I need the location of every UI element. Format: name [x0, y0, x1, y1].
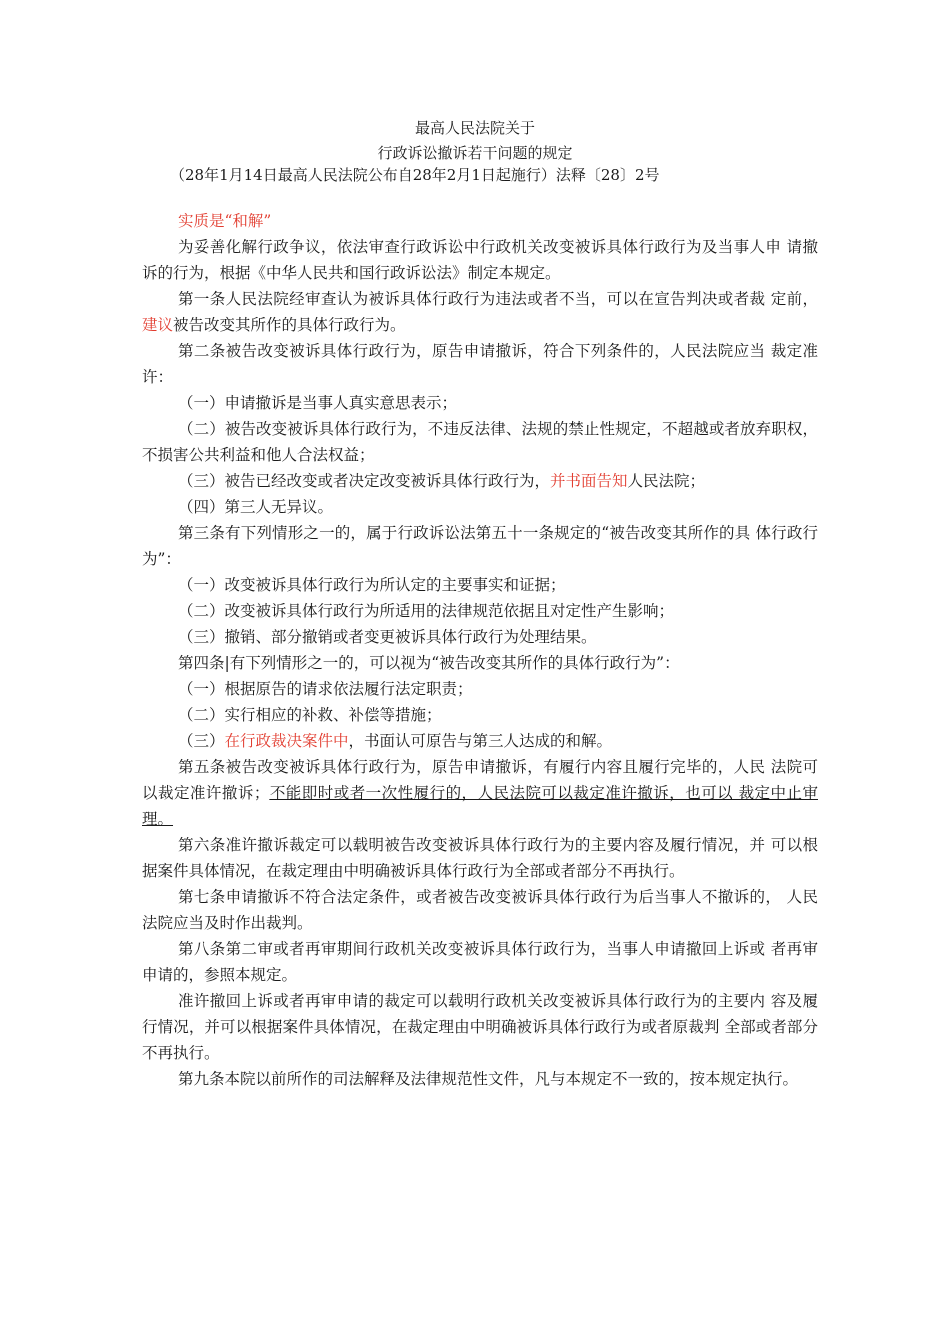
title-line-2: 行政诉讼撤诉若干问题的规定: [377, 144, 573, 162]
article-6: 第六条准许撤诉裁定可以载明被告改变被诉具体行政行为的主要内容及履行情况，并 可以根据案件具体情况，在裁定理由中明确被诉具体行政行为全部或者部分不再执行。: [142, 836, 818, 880]
article-1-text: 第一条人民法院经审查认为被诉具体行政行为违法或者不当，可以在宣告判决或者裁 定前，: [178, 290, 818, 308]
article-1: [142, 286, 818, 338]
article-3-item-1: （一）改变被诉具体行政行为所认定的主要事实和证据；: [178, 576, 566, 594]
article-2-item-3-highlight: 并书面告知: [550, 472, 628, 490]
article-2-item-1: （一）申请撤诉是当事人真实意思表示；: [178, 394, 458, 412]
article-4-item-3-text-end: ，书面认可原告与第三人达成的和解。: [348, 732, 613, 750]
article-4: 第四条|有下列情形之一的，可以视为“被告改变其所作的具体行政行为”：: [178, 654, 680, 672]
article-3-item-3: （三）撤销、部分撤销或者变更被诉具体行政行为处理结果。: [178, 628, 597, 646]
document-body: [142, 208, 818, 1092]
article-2: 第二条被告改变被诉具体行政行为，原告申请撤诉，符合下列条件的，人民法院应当 裁定准许：: [142, 342, 818, 386]
article-2-item-3-text: （三）被告已经改变或者决定改变被诉具体行政行为，: [178, 472, 551, 490]
article-3: 第三条有下列情形之一的，属于行政诉讼法第五十一条规定的“被告改变其所作的具 体行政行为”：: [142, 524, 818, 568]
title-line-3: （28年1月14日最高人民法院公布自28年2月1日起施行）法释〔28〕2号: [170, 166, 660, 184]
preamble: 为妥善化解行政争议，依法审查行政诉讼中行政机关改变被诉具体行政行为及当事人申 请撤诉的行为，根据《中华人民共和国行政诉讼法》制定本规定。: [142, 238, 818, 282]
article-1-text-end: 被告改变其所作的具体行政行为。: [173, 316, 406, 334]
article-4-item-3: [142, 728, 818, 754]
article-5: [142, 754, 818, 832]
annotation-note: 实质是“和解”: [178, 212, 272, 230]
article-2-item-3-text-end: 人民法院；: [627, 472, 706, 490]
article-3-item-2: （二）改变被诉具体行政行为所适用的法律规范依据且对定性产生影响；: [178, 602, 675, 620]
title-line-1: 最高人民法院关于: [414, 119, 535, 137]
article-4-item-1: （一）根据原告的请求依法履行法定职责；: [178, 680, 473, 698]
article-2-item-4: （四）第三人无异议。: [178, 498, 334, 516]
article-5-underlined: 不能即时或者一次性履行的，人民法院可以裁定准许撤诉，也可以 裁定中止审理。: [142, 784, 818, 828]
article-9: 第九条本院以前所作的司法解释及法律规范性文件，凡与本规定不一致的，按本规定执行。: [178, 1070, 799, 1088]
article-8-paragraph-2: 准许撤回上诉或者再审申请的裁定可以载明行政机关改变被诉具体行政行为的主要内 容及履行情况，并可以根据案件具体情况，在裁定理由中明确被诉具体行政行为或者原裁判 全部或者部分不再执行。: [142, 992, 818, 1062]
article-4-item-3-highlight: 在行政裁决案件中: [224, 732, 349, 750]
article-4-item-2: （二）实行相应的补救、补偿等措施；: [178, 706, 442, 724]
article-7: 第七条申请撤诉不符合法定条件，或者被告改变被诉具体行政行为后当事人不撤诉的， 人民法院应当及时作出裁判。: [142, 888, 818, 932]
article-2-item-2: （二）被告改变被诉具体行政行为，不违反法律、法规的禁止性规定，不超越或者放弃职权，不损害公共利益和他人合法权益；: [142, 420, 818, 464]
article-5-text: 第五条被告改变被诉具体行政行为，原告申请撤诉，有履行内容且履行完毕的，人民 法院可以裁定准许撤诉；: [142, 758, 818, 802]
article-8: 第八条第二审或者再审期间行政机关改变被诉具体行政行为，当事人申请撤回上诉或 者再审申请的，参照本规定。: [142, 940, 818, 984]
article-2-item-3: [142, 468, 818, 494]
article-4-item-3-text: （三）: [178, 732, 225, 750]
article-1-highlight: 建议: [142, 316, 174, 334]
